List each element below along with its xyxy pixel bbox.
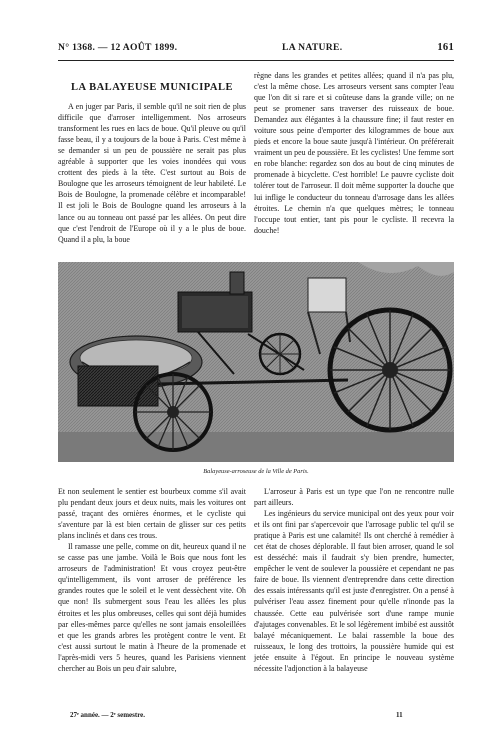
header-rule <box>58 60 454 61</box>
engraving-street-sweeper <box>58 262 454 462</box>
page-number: 161 <box>437 42 454 53</box>
article-title: LA BALAYEUSE MUNICIPALE <box>70 82 234 93</box>
column-top-left <box>58 82 246 245</box>
column-bottom-left <box>58 486 246 674</box>
column-top-right <box>254 70 454 236</box>
footer-signature: 11 <box>396 711 403 719</box>
paragraph: Les ingénieurs du service municipal ont des yeux pour voir et ils ont fini par s'apercevoir que l'arrosage public tel qu'il se pratique à Paris est une calamité! Ils ont cherché à remédier à cet état de choses déplorable. Il faut bien arroser, quand le sol est desséché: mais il faudrait s'y bien prendre, humecter, empêcher le vent de soulever la poussière et cependant ne pas faire de boue. Ils viennent d'entreprendre dans cette direction des essais intéressants qu'il est juste d'enregistrer. On a pensé à pulvériser l'eau assez finement pour qu'elle n'inonde pas la chaussée. Cette eau pulvérisée sort d'une rampe munie d'ajutages convenables. Et le sol légèrement imbibé est aussitôt balayé mécaniquement. Le balai rassemble la boue des ruisseaux, le long des trottoirs, la poussière humide qui est jetée ensuite à l'égout. En principe le nouveau système nécessite l'adjonction à la balayeuse <box>254 509 454 673</box>
paragraph: Il ramasse une pelle, comme on dit, heureux quand il ne se casse pas une jambe. Voilà le Bois que nous font les arroseurs de l'administration! Et vous croyez peut-être qu'intelligemment, ils vont arroser de préférence les grandes routes que le soleil et le vent dessèchent vite. Oh que non! Ils submergent sous l'eau les allées les plus étroites et les plus ombreuses, celles qui sont déjà humides par elles-mêmes parce qu'elles ne sont jamais ensoleillées et que les grands arbres les protègent contre le vent. Et c'est aussi surtout le matin à l'heure de la promenade et l'après-midi vers 5 heures, quand les Parisiens viennent chercher au Bois un peu d'air salubre, <box>58 542 246 673</box>
journal-title: LA NATURE. <box>282 42 343 53</box>
paragraph: L'arroseur à Paris est un type que l'on ne rencontre nulle part ailleurs. <box>254 487 454 508</box>
wheel-front <box>330 310 450 430</box>
paragraph: règne dans les grandes et petites allées; quand il n'a pas plu, c'est la même chose. Les arroseurs versent sans compter l'eau que l'on dit si rare et si coûteuse dans la grande ville; on ne peut se promener sans traverser des ruisseaux de boue. Demandez aux élégantes à la chaussure fine; il faut rester en voiture sous peine d'emporter des kilogrammes de boue aux pieds et encore la boue saute jusqu'à l'intérieur. On préférerait vraiment un peu de poussière. Et les cyclistes! Une femme sort en robe blanche: regardez son dos au bout de cinq minutes de promenade à bicyclette. C'est horrible! Le pauvre cycliste doit tolérer tout de l'arroseur. Il doit même supporter la douche que lui inflige le conducteur du tonneau d'arrosage dans les allées étroites. Le chemin n'a que quelques mètres; le tonneau l'occupe tout entier, tant pis pour le cycliste. Il recevra la douche! <box>254 71 454 235</box>
wheel-rear <box>135 374 211 450</box>
figure-caption: Balayeuse-arroseuse de la Ville de Paris. <box>203 468 309 475</box>
paragraph: A en juger par Paris, il semble qu'il ne soit rien de plus difficile que d'arroser intelligemment. Nos arroseurs transforment les rues en lacs de boue. Qu'il pleuve ou qu'il fasse beau, il y a toujours de la boue à Paris. C'est même à se demander si un peu de poussière ne serait pas plus agréable à supporter que les voies inondées qui vous crottent des pieds à la tête. C'est surtout au Bois de Boulogne que les arroseurs témoignent de leur habileté. Le Bois de Boulogne, la promenade célèbre et incomparable! Il est joli le Bois de Boulogne quand les arroseurs à la lance ou au tonneau ont passé par les allées. On peut dire que c'est l'endroit de l'Europe où il y a le plus de boue. Quand il a plu, la boue <box>58 102 246 244</box>
page-header <box>58 42 454 56</box>
paragraph: Et non seulement le sentier est bourbeux comme s'il avait plu pendant deux jours et deux nuits, mais les voitures ont passé, traçant des ornières énormes, et le cycliste qui s'aventure par là est bien certain de glisser sur ces petits plans inclinés et dans ces trous. <box>58 487 246 541</box>
column-bottom-right <box>254 486 454 674</box>
footer-year: 27ᵉ année. — 2ᵉ semestre. <box>70 711 146 719</box>
issue-number: N° 1368. — 12 AOÛT 1899. <box>58 42 178 53</box>
street-sweeper-illustration <box>58 262 454 462</box>
